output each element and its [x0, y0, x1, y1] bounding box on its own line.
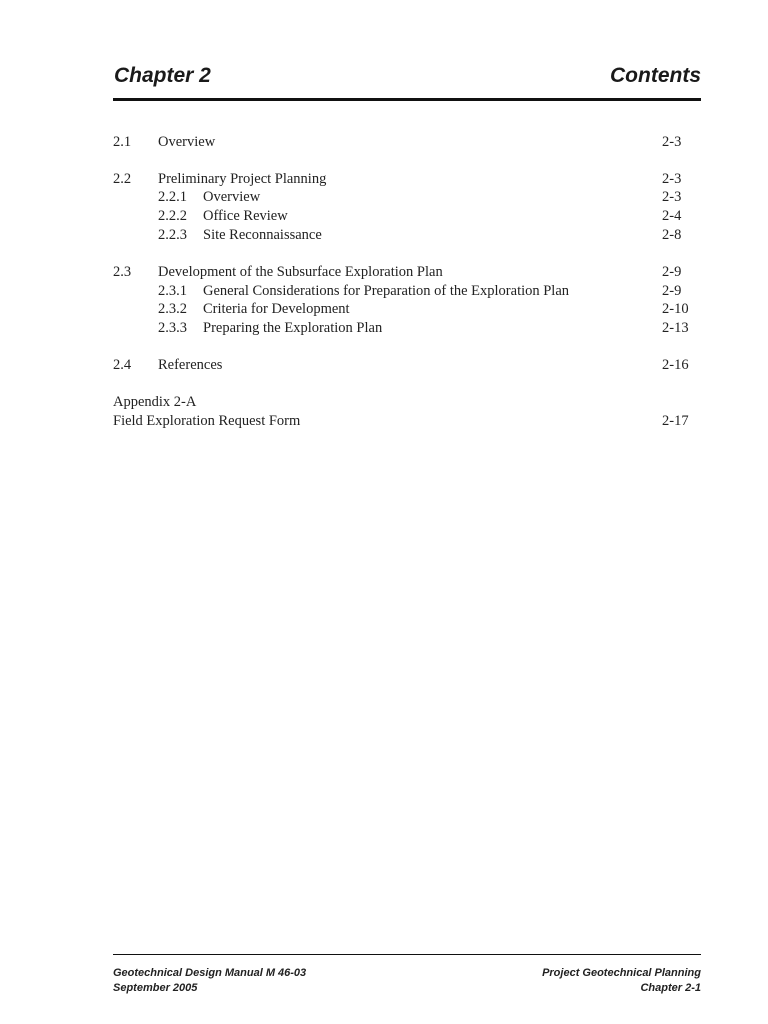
toc-subentry[interactable]	[113, 282, 690, 300]
contents-heading: Contents	[610, 64, 701, 87]
toc-entry-number: 2.3.3	[158, 320, 187, 336]
toc-entry-number: 2.3.2	[158, 301, 187, 317]
toc-entry-page: 2-3	[662, 171, 682, 187]
toc-entry-page: 2-10	[662, 301, 689, 317]
toc-entry-number: 2.3	[113, 264, 132, 280]
appendix-label: Appendix 2-A	[113, 394, 197, 410]
footer-date: September 2005	[113, 982, 198, 994]
toc-entry-page: 2-3	[662, 189, 682, 205]
page-header	[113, 62, 701, 101]
toc-entry-title: Overview	[158, 134, 216, 150]
toc-entry[interactable]	[113, 170, 690, 188]
toc-entry[interactable]	[113, 133, 690, 151]
toc-entry-page: 2-9	[662, 283, 682, 299]
toc-entry-number: 2.3.1	[158, 283, 187, 299]
toc-entry-number: 2.4	[113, 357, 132, 373]
toc-entry-title: Site Reconnaissance	[203, 227, 322, 243]
footer-page-number: Chapter 2-1	[640, 982, 701, 994]
toc-entry-page: 2-13	[662, 320, 689, 336]
toc-entry-title: Preliminary Project Planning	[158, 171, 327, 187]
footer-manual-title: Geotechnical Design Manual M 46-03	[113, 967, 307, 979]
toc-entry-number: 2.2.3	[158, 227, 187, 243]
toc-entry-number: 2.2	[113, 171, 132, 187]
toc-entry[interactable]	[113, 263, 690, 281]
toc-subentry[interactable]	[113, 226, 690, 244]
toc-entry-number: 2.2.2	[158, 208, 187, 224]
appendix-label-row	[113, 393, 690, 411]
toc-entry-title: References	[158, 357, 223, 373]
toc-entry-title: Preparing the Exploration Plan	[203, 320, 383, 336]
toc-entry-page: 2-3	[662, 134, 682, 150]
toc-entry-title: Office Review	[203, 208, 288, 224]
toc-entry-number: 2.1	[113, 134, 132, 150]
toc-entry-number: 2.2.1	[158, 189, 187, 205]
toc-entry[interactable]	[113, 356, 690, 374]
toc-entry-title: Overview	[203, 189, 261, 205]
toc-subentry[interactable]	[113, 319, 690, 337]
toc-subentry[interactable]	[113, 188, 690, 206]
appendix-title: Field Exploration Request Form	[113, 413, 301, 429]
appendix-page: 2-17	[662, 413, 689, 429]
toc-entry-page: 2-4	[662, 208, 682, 224]
toc-entry-title: General Considerations for Preparation of the Exploration Plan	[203, 283, 570, 299]
toc-subentry[interactable]	[113, 300, 690, 318]
toc-entry-page: 2-16	[662, 357, 689, 373]
toc-entry-title: Development of the Subsurface Exploration Plan	[158, 264, 443, 280]
toc-entry-page: 2-9	[662, 264, 682, 280]
page-footer	[113, 954, 701, 994]
appendix-entry[interactable]	[113, 412, 690, 430]
toc-subentry[interactable]	[113, 207, 690, 225]
toc-entry-title: Criteria for Development	[203, 301, 350, 317]
footer-section-title: Project Geotechnical Planning	[542, 967, 701, 979]
chapter-heading: Chapter 2	[114, 64, 211, 87]
toc-entry-page: 2-8	[662, 227, 682, 243]
